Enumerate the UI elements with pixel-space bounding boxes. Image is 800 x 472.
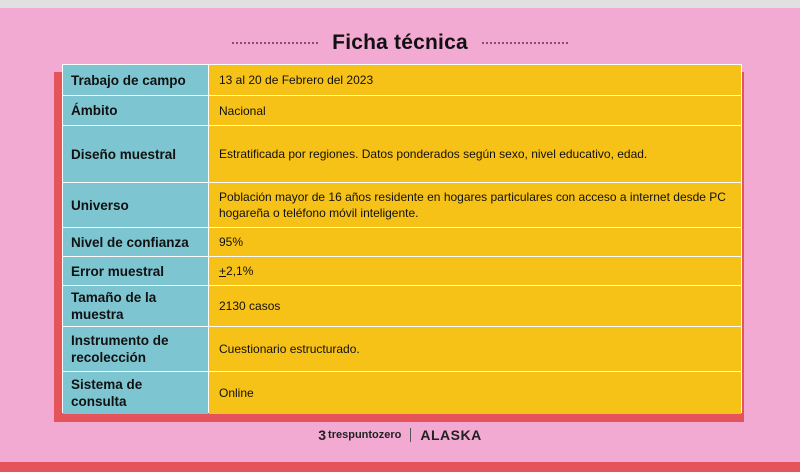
logo-divider bbox=[410, 428, 411, 442]
bottom-strip bbox=[0, 462, 800, 472]
value-diseno-muestral: Estratificada por regiones. Datos ponderados según sexo, nivel educativo, edad. bbox=[209, 126, 741, 182]
value-tamano-muestra: 2130 casos bbox=[209, 286, 741, 326]
footer-logos bbox=[0, 425, 800, 445]
label-nivel-de-confianza: Nivel de confianza bbox=[63, 228, 208, 256]
top-strip bbox=[0, 0, 800, 8]
error-sign: + bbox=[219, 264, 227, 278]
value-universo: Población mayor de 16 años residente en hogares particulares con acceso a internet desde PC hogareña o teléfono móvil inteligente. bbox=[209, 183, 741, 227]
label-trabajo-de-campo: Trabajo de campo bbox=[63, 65, 208, 95]
label-ambito: Ámbito bbox=[63, 96, 208, 125]
label-sistema-consulta: Sistema de consulta bbox=[63, 372, 208, 414]
label-instrumento: Instrumento de recolección bbox=[63, 327, 208, 371]
label-universo: Universo bbox=[63, 183, 208, 227]
logo-alaska: ALASKA bbox=[420, 427, 482, 443]
value-error-muestral bbox=[209, 257, 741, 285]
label-error-muestral: Error muestral bbox=[63, 257, 208, 285]
logo-trespuntozero bbox=[318, 427, 401, 443]
title-dots-left bbox=[232, 42, 318, 44]
value-trabajo-de-campo: 13 al 20 de Febrero del 2023 bbox=[209, 65, 741, 95]
logo-left-text: trespuntozero bbox=[328, 429, 402, 441]
ficha-table bbox=[62, 64, 742, 413]
error-value: 2,1% bbox=[226, 264, 254, 278]
value-instrumento: Cuestionario estructurado. bbox=[209, 327, 741, 371]
trespuntozero-mark-icon: 3 bbox=[318, 427, 327, 443]
page-title: Ficha técnica bbox=[332, 31, 468, 54]
value-ambito: Nacional bbox=[209, 96, 741, 125]
label-diseno-muestral: Diseño muestral bbox=[63, 126, 208, 182]
value-nivel-de-confianza: 95% bbox=[209, 228, 741, 256]
label-tamano-muestra: Tamaño de la muestra bbox=[63, 286, 208, 326]
value-sistema-consulta: Online bbox=[209, 372, 741, 414]
title-bar bbox=[0, 28, 800, 58]
title-dots-right bbox=[482, 42, 568, 44]
